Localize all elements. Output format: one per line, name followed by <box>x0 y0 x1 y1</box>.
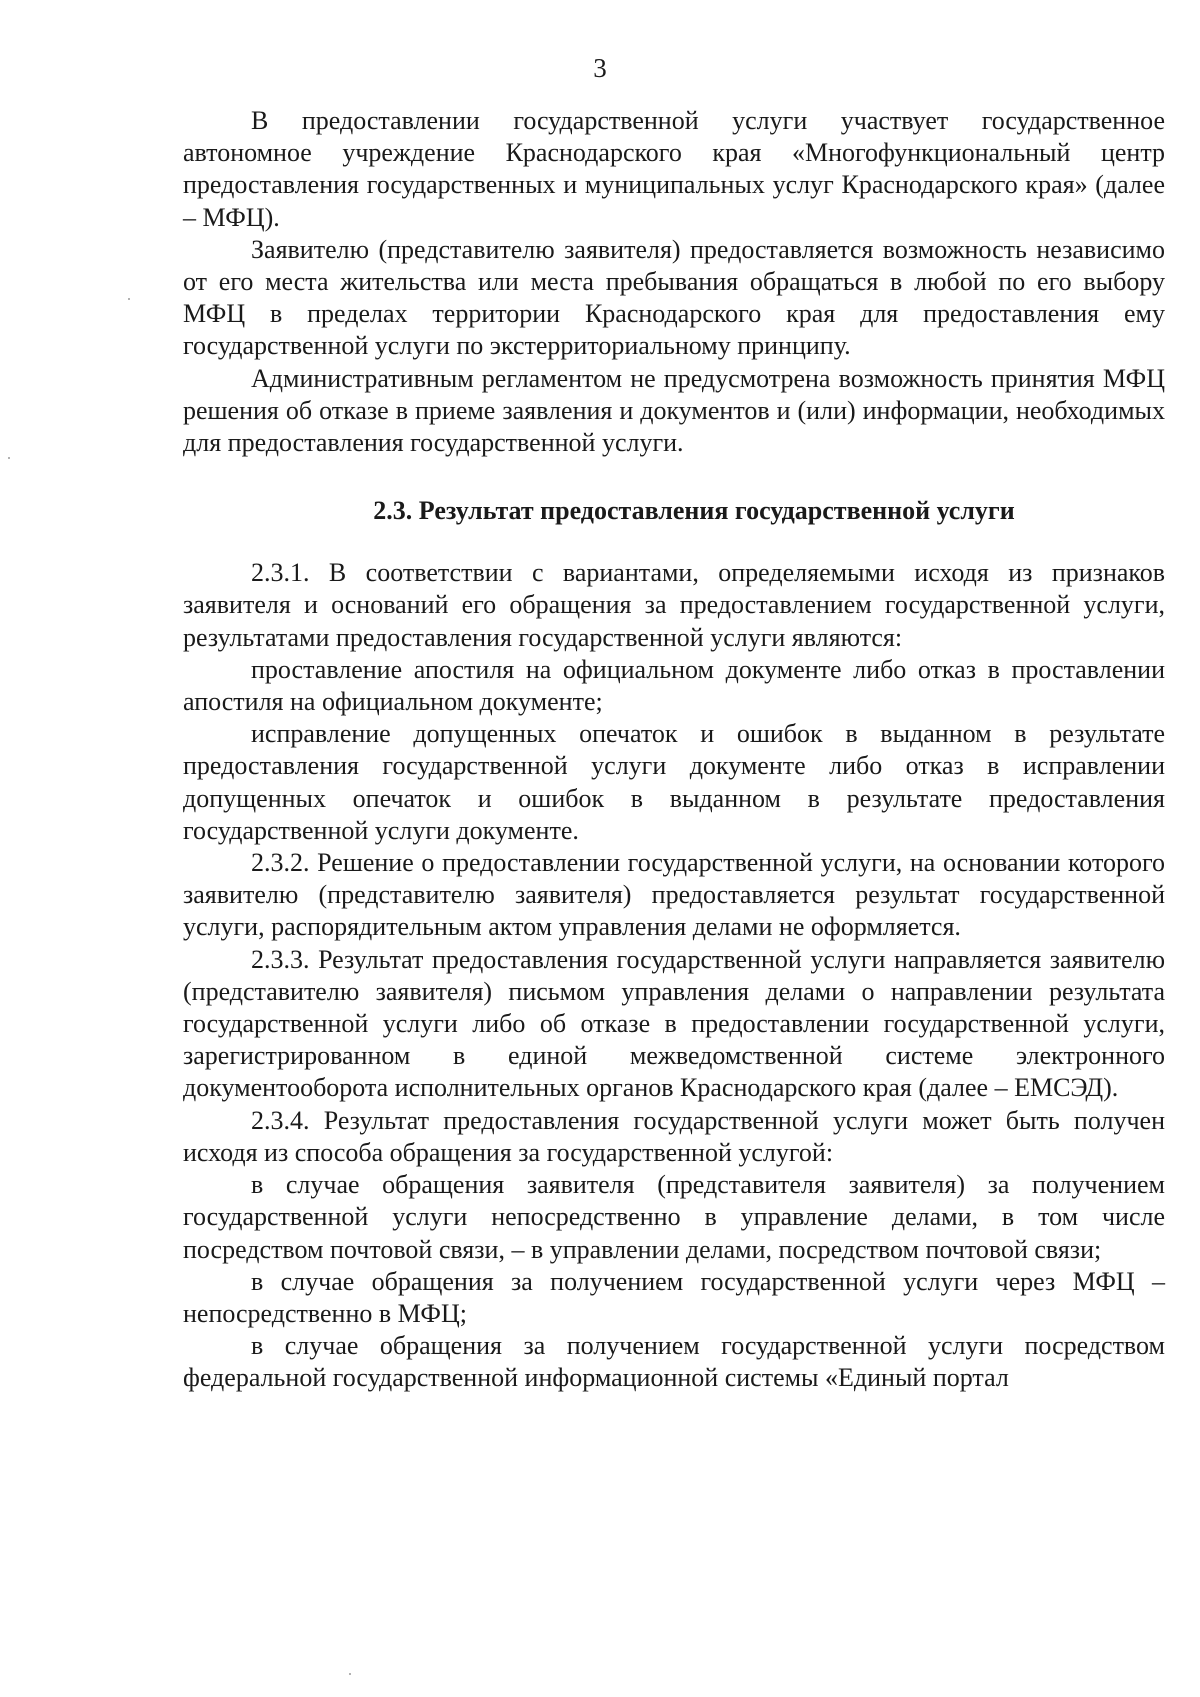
spacer <box>183 527 1165 557</box>
page-number: 3 <box>593 53 607 83</box>
document-body <box>183 105 1165 1395</box>
paragraph-no-refusal: Административным регламентом не предусмотрена возможность принятия МФЦ решения об отказе в приеме заявления и документов и (или) информации, необходимых для предоставления государственной услуги. <box>183 363 1165 458</box>
paragraph-apostille-result: проставление апостиля на официальном документе либо отказ в проставлении апостиля на официальном документе; <box>183 654 1165 717</box>
scan-speck <box>8 457 10 459</box>
paragraph-2-3-3: 2.3.3. Результат предоставления государственной услуги направляется заявителю (представителю заявителя) письмом управления делами о направлении результата государственной услуги либо об отказе в предоставлении государственной услуги, зарегистрированном в единой межведомственной системе электронного документооборота исполнительных органов Краснодарского края (далее – ЕМСЭД). <box>183 944 1165 1103</box>
paragraph-extraterritorial: Заявителю (представителю заявителя) предоставляется возможность независимо от его места жительства или места пребывания обращаться в любой по его выбору МФЦ в пределах территории Краснодарского края для предоставления ему государственной услуги по экстерриториальному принципу. <box>183 234 1165 361</box>
paragraph-2-3-4: 2.3.4. Результат предоставления государственной услуги может быть получен исходя из способа обращения за государственной услугой: <box>183 1105 1165 1167</box>
scan-speck <box>349 1673 351 1675</box>
paragraph-mfc-delivery: в случае обращения за получением государственной услуги через МФЦ – непосредственно в МФЦ; <box>183 1266 1165 1328</box>
section-heading: 2.3. Результат предоставления государственной услуги <box>373 496 1015 526</box>
spacer <box>183 459 1165 495</box>
paragraph-2-3-2: 2.3.2. Решение о предоставлении государственной услуги, на основании которого заявителю (представителю заявителя) предоставляется результат государственной услуги, распорядительным актом управления делами не оформляется. <box>183 848 1165 942</box>
paragraph-correction-result: исправление допущенных опечаток и ошибок в выданном в результате предоставления государственной услуги документе либо отказ в исправлении допущенных опечаток и ошибок в выданном в результате предоставления государственной услуги документе. <box>183 719 1165 845</box>
paragraph-portal-delivery: в случае обращения за получением государственной услуги посредством федеральной государственной информационной системы «Единый портал <box>183 1331 1165 1393</box>
scan-speck <box>128 298 130 300</box>
paragraph-mfc-participation: В предоставлении государственной услуги участвует государственное автономное учреждение Краснодарского края «Многофункциональный центр предоставления государственных и муниципальных услуг Краснодарского края» (далее – МФЦ). <box>183 106 1165 232</box>
paragraph-2-3-1: 2.3.1. В соответствии с вариантами, определяемыми исходя из признаков заявителя и оснований его обращения за предоставлением государственной услуги, результатами предоставления государственной услуги являются: <box>183 558 1165 652</box>
paragraph-direct-delivery: в случае обращения заявителя (представителя заявителя) за получением государственной услуги непосредственно в управление делами, в том числе посредством почтовой связи, – в управлении делами, посредством почтовой связи; <box>183 1170 1165 1264</box>
